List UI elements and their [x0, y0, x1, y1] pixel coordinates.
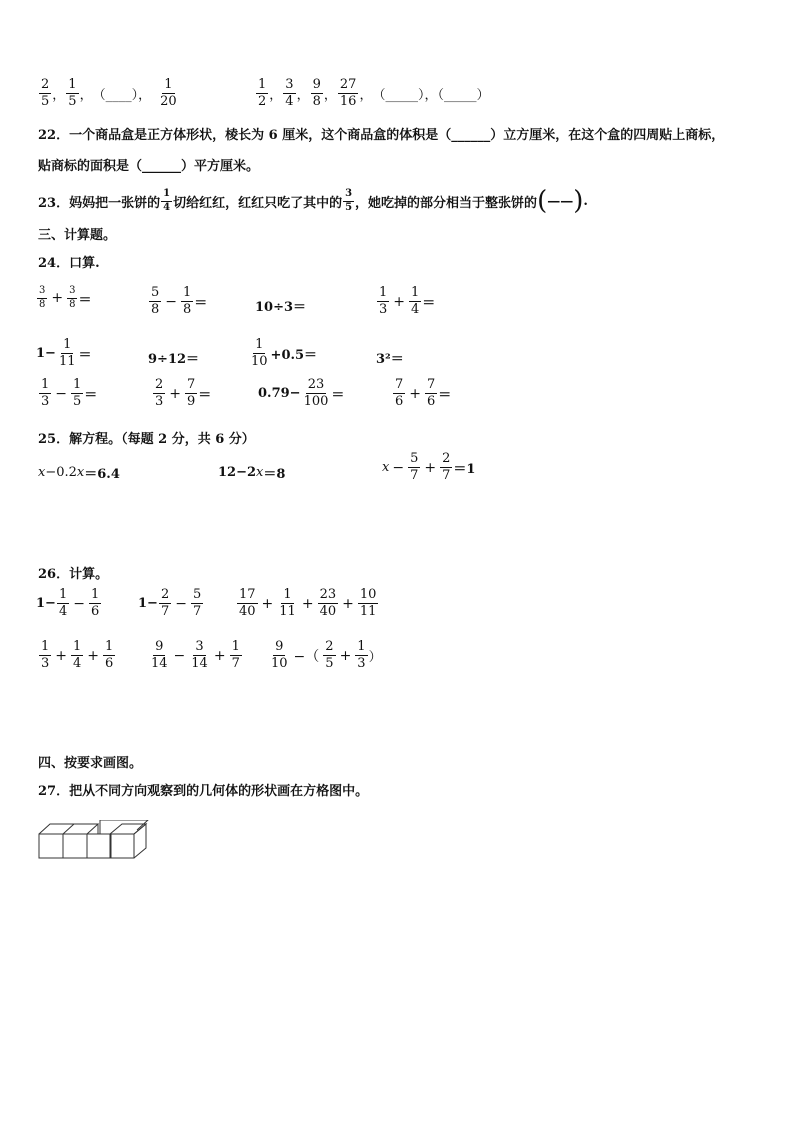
cube-front-1: [39, 834, 63, 858]
answer-blank[interactable]: ——: [547, 193, 574, 209]
fraction: $\frac{1}{5}$: [68, 77, 77, 110]
calc-2c: $\frac{9}{10}$ −（ $\frac{2}{5}$ + $\frac{1}{3}$ ）: [271, 639, 382, 672]
equation-2: 12−2 x ＝8: [218, 465, 286, 482]
cube-top-2: [74, 824, 98, 834]
cube-solid-figure: [38, 820, 158, 865]
fraction: $\frac{1}{20}$: [160, 77, 177, 110]
cube-front-4: [110, 834, 134, 858]
question-23-text: 切给红红，红红只吃了其中的: [173, 195, 343, 211]
separator: ，: [52, 88, 66, 104]
mental-calc-1d: $\frac{1}{3}$ + $\frac{1}{4}$ ＝: [379, 285, 436, 318]
mental-calc-1c: 10÷3＝: [255, 300, 307, 315]
paren-open: (: [537, 186, 548, 216]
mental-calc-3c: 0.79− $\frac{23}{100}$ ＝: [258, 377, 345, 410]
cube-top-1: [39, 824, 74, 834]
mental-calc-2c: $\frac{1}{10}$ +0.5＝: [251, 337, 318, 370]
separator: ，: [79, 88, 93, 104]
question-22-line2: 贴商标的面积是（______）平方厘米。: [38, 159, 260, 174]
question-23-text: ，她吃掉的部分相当于整张饼的: [355, 195, 538, 211]
calc-1c: $\frac{17}{40}$ + $\frac{1}{11}$ + $\frac{23}{40}$ + $\frac{10}{11}$: [239, 587, 377, 620]
fraction: $\frac{1}{4}$: [163, 187, 171, 213]
separator: ，: [359, 88, 373, 104]
question-23-text: 23．妈妈把一张饼的: [38, 195, 161, 211]
cube-front-3-back: [87, 834, 111, 858]
period: .: [583, 193, 588, 209]
mental-calc-2d: 3²＝: [376, 352, 404, 367]
fraction: $\frac{3}{4}$: [285, 77, 294, 110]
fraction: $\frac{27}{16}$: [339, 77, 357, 110]
mental-calc-3a: $\frac{1}{3}$ − $\frac{1}{5}$ ＝: [41, 377, 98, 410]
section-4-heading: 四、按要求画图。: [38, 756, 143, 771]
equation-3: x − $\frac{5}{7}$ + $\frac{2}{7}$ ＝1: [382, 451, 476, 484]
answer-blank[interactable]: （____），: [92, 88, 152, 104]
answer-blanks[interactable]: （_____），（_____）: [372, 88, 490, 104]
separator: ，: [323, 88, 337, 104]
question-23: [38, 186, 588, 216]
question-26-label: 26．计算。: [38, 567, 109, 582]
calc-2b: $\frac{9}{14}$ − $\frac{3}{14}$ + $\frac{1}{7}$: [151, 639, 240, 672]
question-27-label: 27．把从不同方向观察到的几何体的形状画在方格图中。: [38, 784, 369, 799]
calc-2a: $\frac{1}{3}$ + $\frac{1}{4}$ + $\frac{1}{6}$: [41, 639, 114, 672]
cube-side-right: [134, 824, 146, 858]
fraction: $\frac{9}{8}$: [312, 77, 321, 110]
mental-calc-2a: 1− $\frac{1}{11}$ ＝: [36, 337, 92, 370]
mental-calc-3b: $\frac{2}{3}$ + $\frac{7}{9}$ ＝: [155, 377, 212, 410]
question-22-line1: 22．一个商品盒是正方体形状，棱长为 6 厘米，这个商品盒的体积是（______）立方厘米，在这个盒的四周贴上商标，: [38, 128, 725, 143]
calc-1b: 1− $\frac{2}{7}$ − $\frac{5}{7}$: [138, 587, 202, 620]
separator: ，: [269, 88, 283, 104]
question-25-label: 25．解方程。（每题 2 分，共 6 分）: [38, 432, 255, 447]
mental-calc-1b: $\frac{5}{8}$ − $\frac{1}{8}$ ＝: [151, 285, 208, 318]
mental-calc-3d: $\frac{7}{6}$ + $\frac{7}{6}$ ＝: [395, 377, 452, 410]
mental-calc-2b: 9÷12＝: [148, 352, 200, 367]
cube-front-2: [63, 834, 87, 858]
mental-calc-1a: $\frac{3}{8}$ + $\frac{3}{8}$ ＝: [39, 285, 92, 310]
cube-top-raised: [100, 820, 148, 834]
sequence-right: [255, 78, 489, 109]
separator: ，: [296, 88, 310, 104]
sequence-left: [38, 78, 180, 109]
fraction: $\frac{1}{2}$: [258, 77, 267, 110]
equation-1: x −0.2 x ＝6.4: [38, 465, 120, 482]
question-24-label: 24．口算.: [38, 256, 100, 271]
calc-1a: 1− $\frac{1}{4}$ − $\frac{1}{6}$: [36, 587, 100, 620]
paren-close: ): [573, 186, 584, 216]
fraction: $\frac{2}{5}$: [41, 77, 50, 110]
fraction: $\frac{3}{5}$: [345, 187, 353, 213]
section-3-heading: 三、计算题。: [38, 228, 117, 243]
